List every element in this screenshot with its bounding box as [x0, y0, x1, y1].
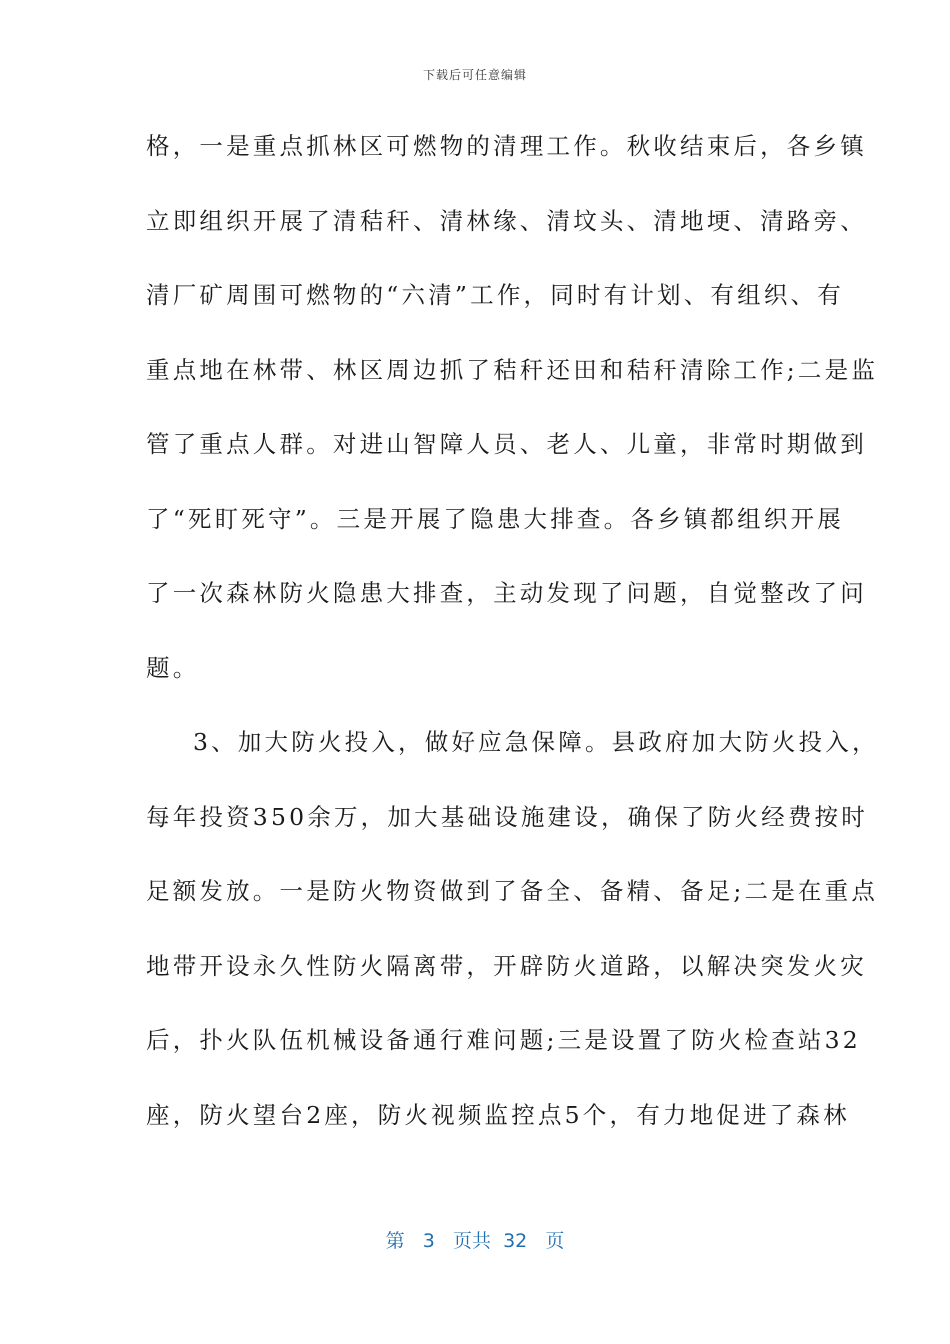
- text-line: 重点地在林带、林区周边抓了秸秆还田和秸秆清除工作;二是监: [146, 355, 879, 384]
- page-suffix: 页: [545, 1230, 565, 1252]
- text-line: 题。: [146, 653, 200, 682]
- text-line: 管了重点人群。对进山智障人员、老人、儿童，非常时期做到: [146, 430, 867, 458]
- header-note: 下载后可任意编辑: [422, 68, 527, 82]
- document-body: [146, 126, 879, 1169]
- total-pages-number: 32: [503, 1230, 528, 1252]
- page-prefix: 第: [385, 1230, 405, 1252]
- text-line: 足额发放。一是防火物资做到了备全、备精、备足;二是在重点: [146, 877, 879, 905]
- text-line: 了一次森林防火隐患大排查，主动发现了问题，自觉整改了问: [146, 579, 867, 607]
- text-line: 清厂矿周围可燃物的“六清”工作，同时有计划、有组织、有: [146, 281, 844, 309]
- text-line: 后，扑火队伍机械设备通行难问题;三是设置了防火检查站32: [146, 1026, 861, 1054]
- text-line: 立即组织开展了清秸秆、清林缘、清坟头、清地埂、清路旁、: [146, 206, 867, 235]
- text-line: 3、加大防火投入，做好应急保障。县政府加大防火投入，: [193, 728, 879, 756]
- text-line: 座，防火望台2座，防火视频监控点5个，有力地促进了森林: [146, 1100, 850, 1129]
- text-line: 格，一是重点抓林区可燃物的清理工作。秋收结束后，各乡镇: [146, 132, 867, 160]
- text-line: 每年投资350余万，加大基础设施建设，确保了防火经费按时: [146, 802, 868, 831]
- text-line: 了“死盯死守”。三是开展了隐患大排查。各乡镇都组织开展: [146, 504, 844, 533]
- text-line: 地带开设永久性防火隔离带，开辟防火道路，以解决突发火灾: [146, 951, 867, 980]
- page-middle: 页共: [452, 1230, 491, 1252]
- page-footer: [0, 1226, 950, 1253]
- current-page-number: 3: [422, 1230, 435, 1252]
